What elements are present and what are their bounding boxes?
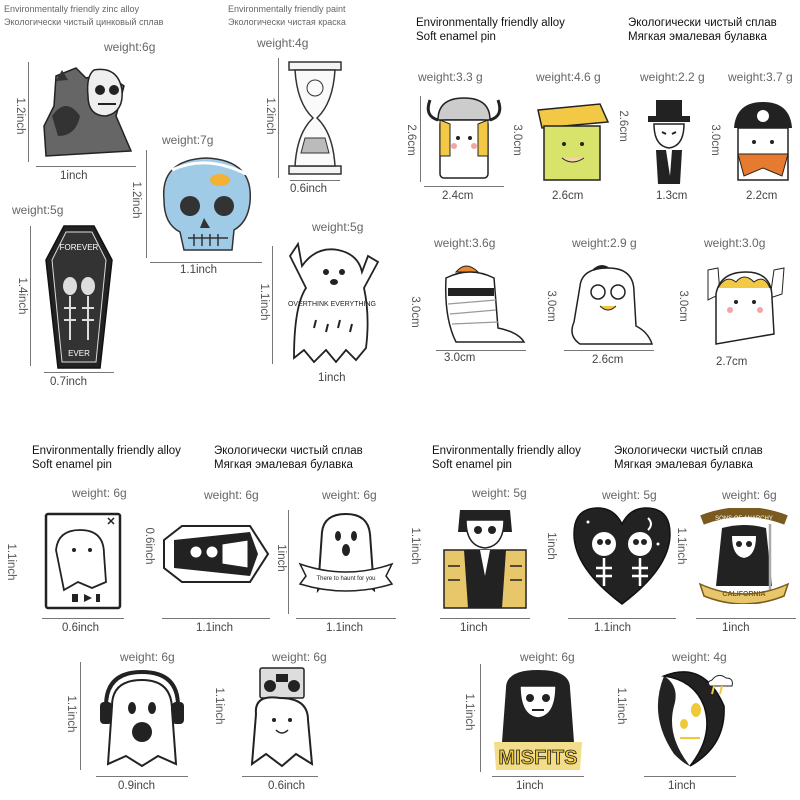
- width-label: 1.1inch: [196, 622, 234, 634]
- height-label: 0.6inch: [143, 527, 155, 565]
- dimension-line: [436, 350, 526, 351]
- hourglass-pin-image: [285, 58, 345, 178]
- dimension-line: [644, 776, 736, 777]
- coffin-text-bottom: EVER: [68, 349, 90, 358]
- height-label: 3.0cm: [709, 124, 721, 156]
- dimension-line: [480, 664, 481, 772]
- height-label: 1inch: [545, 532, 557, 560]
- header-ru-2: Мягкая эмалевая булавка: [628, 31, 767, 43]
- header-text: Environmentally friendly zinc alloy: [4, 4, 140, 14]
- top-hat-skull-pin-image: [644, 96, 694, 186]
- width-label: 1.1inch: [594, 622, 632, 634]
- quadrant-bottom-right: [400, 400, 800, 800]
- reaper-text-top: SONS OF ANARCHY: [715, 516, 773, 522]
- weight-label: weight:3.6g: [434, 236, 496, 250]
- height-label: 1.1inch: [213, 687, 225, 725]
- weight-label: weight: 6g: [722, 488, 777, 502]
- height-label: 3.0cm: [409, 296, 421, 328]
- weight-label: weight: 4g: [672, 650, 727, 664]
- weight-label: weight:5g: [12, 203, 64, 217]
- reaper-pin-image: [694, 508, 794, 604]
- width-label: 2.6cm: [592, 354, 624, 366]
- width-label: 0.7inch: [50, 376, 88, 388]
- height-label: 1.1inch: [675, 527, 687, 565]
- coffin-text-top: FOREVER: [59, 243, 99, 252]
- width-label: 1.1inch: [326, 622, 364, 634]
- dimension-line: [150, 262, 262, 263]
- header-line-1b: [228, 3, 346, 15]
- coffin-pin-image: [44, 224, 114, 370]
- header-ru-2: Мягкая эмалевая булавка: [214, 459, 353, 471]
- height-label: 3.0cm: [677, 290, 689, 322]
- dimension-line: [30, 226, 31, 366]
- dimension-line: [492, 776, 584, 777]
- width-label: 2.6cm: [552, 190, 584, 202]
- width-label: 1.3cm: [656, 190, 688, 202]
- coffin-sleepers-pin-image: [162, 524, 270, 584]
- width-label: 0.9inch: [118, 780, 156, 792]
- dimension-line: [568, 618, 676, 619]
- header-en-1: Environmentally friendly alloy: [432, 445, 581, 457]
- dimension-line: [80, 662, 81, 770]
- ghost-text: OVERTHINK EVERYTHING: [287, 301, 377, 308]
- dimension-line: [288, 510, 289, 614]
- header-line-2b: [228, 16, 346, 28]
- width-label: 1inch: [60, 170, 88, 182]
- headphones-ghost-pin-image: [96, 666, 188, 772]
- width-label: 0.6inch: [268, 780, 306, 792]
- header-text: Экологически чистая краска: [228, 17, 346, 27]
- dimension-line: [44, 372, 114, 373]
- weight-label: weight:3.0g: [704, 236, 766, 250]
- weight-label: weight:3.3 g: [418, 70, 483, 84]
- dimension-line: [564, 350, 654, 351]
- weight-label: weight:7g: [162, 133, 214, 147]
- weight-label: weight: 6g: [72, 486, 127, 500]
- boombox-ghost-pin-image: [246, 664, 318, 768]
- heart-skeletons-pin-image: [568, 504, 676, 610]
- pirate-pin-image: [730, 98, 796, 184]
- misfits-pin-image: [492, 668, 584, 772]
- weight-label: weight:6g: [104, 40, 156, 54]
- weight-label: weight:2.9 g: [572, 236, 637, 250]
- height-label: 1.2inch: [264, 97, 276, 135]
- quadrant-bottom-left: [0, 400, 400, 800]
- header-en-2: Soft enamel pin: [32, 459, 112, 471]
- fishbowl-skull-pin-image: [150, 150, 262, 258]
- height-label: 1.1inch: [258, 283, 270, 321]
- dimension-line: [440, 618, 530, 619]
- dimension-line: [420, 96, 421, 182]
- overthink-ghost-pin-image: [282, 236, 382, 366]
- weight-label: weight: 6g: [120, 650, 175, 664]
- viking-pin-image: [424, 90, 504, 186]
- header-ru-2: Мягкая эмалевая булавка: [614, 459, 753, 471]
- dimension-line: [424, 186, 504, 187]
- yellow-bandana-pin-image: [532, 98, 610, 184]
- weight-label: weight: 6g: [520, 650, 575, 664]
- height-label: 1.1inch: [615, 687, 627, 725]
- quadrant-top-left: [0, 0, 400, 400]
- width-label: 0.6inch: [62, 622, 100, 634]
- header-text: Environmentally friendly paint: [228, 4, 346, 14]
- width-label: 2.4cm: [442, 190, 474, 202]
- weight-label: weight:3.7 g: [728, 70, 793, 84]
- header-text: Экологически чистый цинковый сплав: [4, 17, 164, 27]
- height-label: 1.1inch: [5, 543, 17, 581]
- weight-label: weight: 6g: [272, 650, 327, 664]
- height-label: 3.0cm: [511, 124, 523, 156]
- height-label: 2.6cm: [617, 110, 629, 142]
- height-label: 1.1inch: [409, 527, 421, 565]
- width-label: 1inch: [668, 780, 696, 792]
- curly-hair-ghost-pin-image: [700, 264, 792, 350]
- height-label: 2.6cm: [405, 124, 417, 156]
- header-en-2: Soft enamel pin: [432, 459, 512, 471]
- dimension-line: [242, 776, 318, 777]
- header-ru-1: Экологически чистый сплав: [628, 17, 777, 29]
- dimension-line: [290, 180, 340, 181]
- skull-cat-pin-image: [36, 56, 136, 166]
- dimension-line: [696, 618, 796, 619]
- header-line-2: [4, 16, 163, 28]
- header-en-2: Soft enamel pin: [416, 31, 496, 43]
- header-en-1: Environmentally friendly alloy: [32, 445, 181, 457]
- width-label: 0.6inch: [290, 183, 328, 195]
- weight-label: weight:4.6 g: [536, 70, 601, 84]
- moon-skull-pin-image: [644, 666, 736, 770]
- dimension-line: [96, 776, 188, 777]
- dimension-line: [36, 166, 136, 167]
- width-label: 1inch: [318, 372, 346, 384]
- width-label: 1inch: [722, 622, 750, 634]
- dimension-line: [278, 58, 279, 178]
- height-label: 1.4inch: [16, 277, 28, 315]
- sad-screen-ghost-pin-image: [42, 510, 124, 612]
- dimension-line: [28, 62, 29, 162]
- weight-label: weight:4g: [257, 36, 309, 50]
- suited-skeleton-pin-image: [440, 506, 530, 612]
- height-label: 1.2inch: [130, 181, 142, 219]
- height-label: 3.0cm: [545, 290, 557, 322]
- width-label: 2.2cm: [746, 190, 778, 202]
- width-label: 1.1inch: [180, 264, 218, 276]
- weight-label: weight:2.2 g: [640, 70, 705, 84]
- header-en-1: Environmentally friendly alloy: [416, 17, 565, 29]
- weight-label: weight: 6g: [322, 488, 377, 502]
- height-label: 1.1inch: [65, 695, 77, 733]
- dimension-line: [42, 618, 124, 619]
- misfits-text: MISFITS: [498, 747, 578, 769]
- height-label: 1inch: [275, 544, 287, 572]
- height-label: 1.2inch: [14, 97, 26, 135]
- width-label: 1inch: [460, 622, 488, 634]
- header-ru-1: Экологически чистый сплав: [214, 445, 363, 457]
- quadrant-top-right: [400, 0, 800, 400]
- header-line-1: [4, 3, 139, 15]
- weight-label: weight: 5g: [472, 486, 527, 500]
- glasses-ghost-pin-image: [564, 256, 654, 346]
- dimension-line: [146, 150, 147, 258]
- banner-ghost-pin-image: [296, 508, 396, 598]
- dimension-line: [272, 246, 273, 364]
- width-label: 2.7cm: [716, 356, 748, 368]
- dimension-line: [162, 618, 270, 619]
- header-ru-1: Экологически чистый сплав: [614, 445, 763, 457]
- width-label: 3.0cm: [444, 352, 476, 364]
- weight-label: weight: 5g: [602, 488, 657, 502]
- weight-label: weight:5g: [312, 220, 364, 234]
- banner-text: There to haunt for you: [316, 576, 376, 582]
- reaper-text-bottom: CALIFORNIA: [722, 591, 766, 598]
- dimension-line: [296, 618, 396, 619]
- height-label: 1.1inch: [463, 693, 475, 731]
- width-label: 1inch: [516, 780, 544, 792]
- mummy-ghost-pin-image: [436, 258, 526, 344]
- weight-label: weight: 6g: [204, 488, 259, 502]
